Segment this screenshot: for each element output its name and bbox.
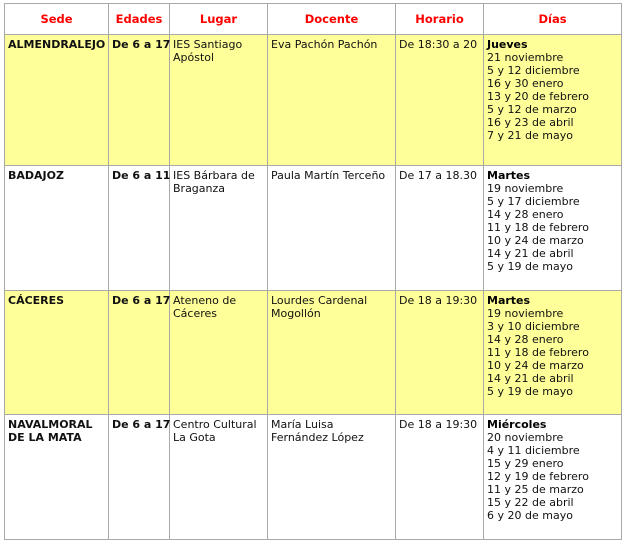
sede-cell: ALMENDRALEJO: [5, 35, 109, 166]
date-line: 21 noviembre: [487, 51, 564, 64]
horario-cell: De 18 a 19:30: [396, 291, 484, 415]
edades-cell: De 6 a 17: [109, 291, 170, 415]
table-row: [5, 415, 622, 540]
date-line: 5 y 12 de marzo: [487, 103, 577, 116]
date-line: 12 y 19 de febrero: [487, 470, 589, 483]
dias-cell: [484, 415, 622, 540]
weekday-label: Miércoles: [487, 418, 547, 431]
date-line: 5 y 12 diciembre: [487, 64, 580, 77]
date-line: 14 y 21 de abril: [487, 247, 574, 260]
date-line: 15 y 22 de abril: [487, 496, 574, 509]
date-line: 14 y 28 enero: [487, 208, 564, 221]
docente-cell: Lourdes Cardenal Mogollón: [268, 291, 396, 415]
lugar-cell: Ateneno de Cáceres: [170, 291, 268, 415]
horario-cell: De 17 a 18.30: [396, 166, 484, 291]
header-dias: Días: [484, 4, 622, 35]
horario-cell: De 18:30 a 20: [396, 35, 484, 166]
sede-cell: BADAJOZ: [5, 166, 109, 291]
docente-cell: María Luisa Fernández López: [268, 415, 396, 540]
table-row: [5, 166, 622, 291]
lugar-cell: IES Santiago Apóstol: [170, 35, 268, 166]
date-line: 11 y 18 de febrero: [487, 346, 589, 359]
header-lugar: Lugar: [170, 4, 268, 35]
date-line: 14 y 21 de abril: [487, 372, 574, 385]
edades-cell: De 6 a 17: [109, 415, 170, 540]
sede-cell: CÁCERES: [5, 291, 109, 415]
weekday-label: Jueves: [487, 38, 528, 51]
edades-cell: De 6 a 11: [109, 166, 170, 291]
date-line: 10 y 24 de marzo: [487, 359, 584, 372]
date-line: 5 y 19 de mayo: [487, 260, 573, 273]
date-line: 5 y 17 diciembre: [487, 195, 580, 208]
date-line: 20 noviembre: [487, 431, 564, 444]
dias-cell: [484, 35, 622, 166]
lugar-cell: IES Bárbara de Braganza: [170, 166, 268, 291]
date-line: 11 y 18 de febrero: [487, 221, 589, 234]
schedule-table: [4, 3, 622, 540]
date-line: 4 y 11 diciembre: [487, 444, 580, 457]
date-line: 19 noviembre: [487, 182, 564, 195]
schedule-container: [4, 3, 622, 540]
dias-cell: [484, 291, 622, 415]
header-horario: Horario: [396, 4, 484, 35]
date-line: 11 y 25 de marzo: [487, 483, 584, 496]
table-row: [5, 291, 622, 415]
date-line: 6 y 20 de mayo: [487, 509, 573, 522]
date-line: 13 y 20 de febrero: [487, 90, 589, 103]
date-line: 10 y 24 de marzo: [487, 234, 584, 247]
date-line: 16 y 23 de abril: [487, 116, 574, 129]
weekday-label: Martes: [487, 294, 531, 307]
docente-cell: Eva Pachón Pachón: [268, 35, 396, 166]
date-line: 16 y 30 enero: [487, 77, 564, 90]
date-line: 14 y 28 enero: [487, 333, 564, 346]
edades-cell: De 6 a 17: [109, 35, 170, 166]
date-line: 3 y 10 diciembre: [487, 320, 580, 333]
date-line: 15 y 29 enero: [487, 457, 564, 470]
header-row: [5, 4, 622, 35]
table-row: [5, 35, 622, 166]
dias-cell: [484, 166, 622, 291]
header-edades: Edades: [109, 4, 170, 35]
header-sede: Sede: [5, 4, 109, 35]
lugar-cell: Centro Cultural La Gota: [170, 415, 268, 540]
weekday-label: Martes: [487, 169, 531, 182]
docente-cell: Paula Martín Terceño: [268, 166, 396, 291]
date-line: 19 noviembre: [487, 307, 564, 320]
date-line: 7 y 21 de mayo: [487, 129, 573, 142]
horario-cell: De 18 a 19:30: [396, 415, 484, 540]
header-docente: Docente: [268, 4, 396, 35]
sede-cell: NAVALMORAL DE LA MATA: [5, 415, 109, 540]
date-line: 5 y 19 de mayo: [487, 385, 573, 398]
